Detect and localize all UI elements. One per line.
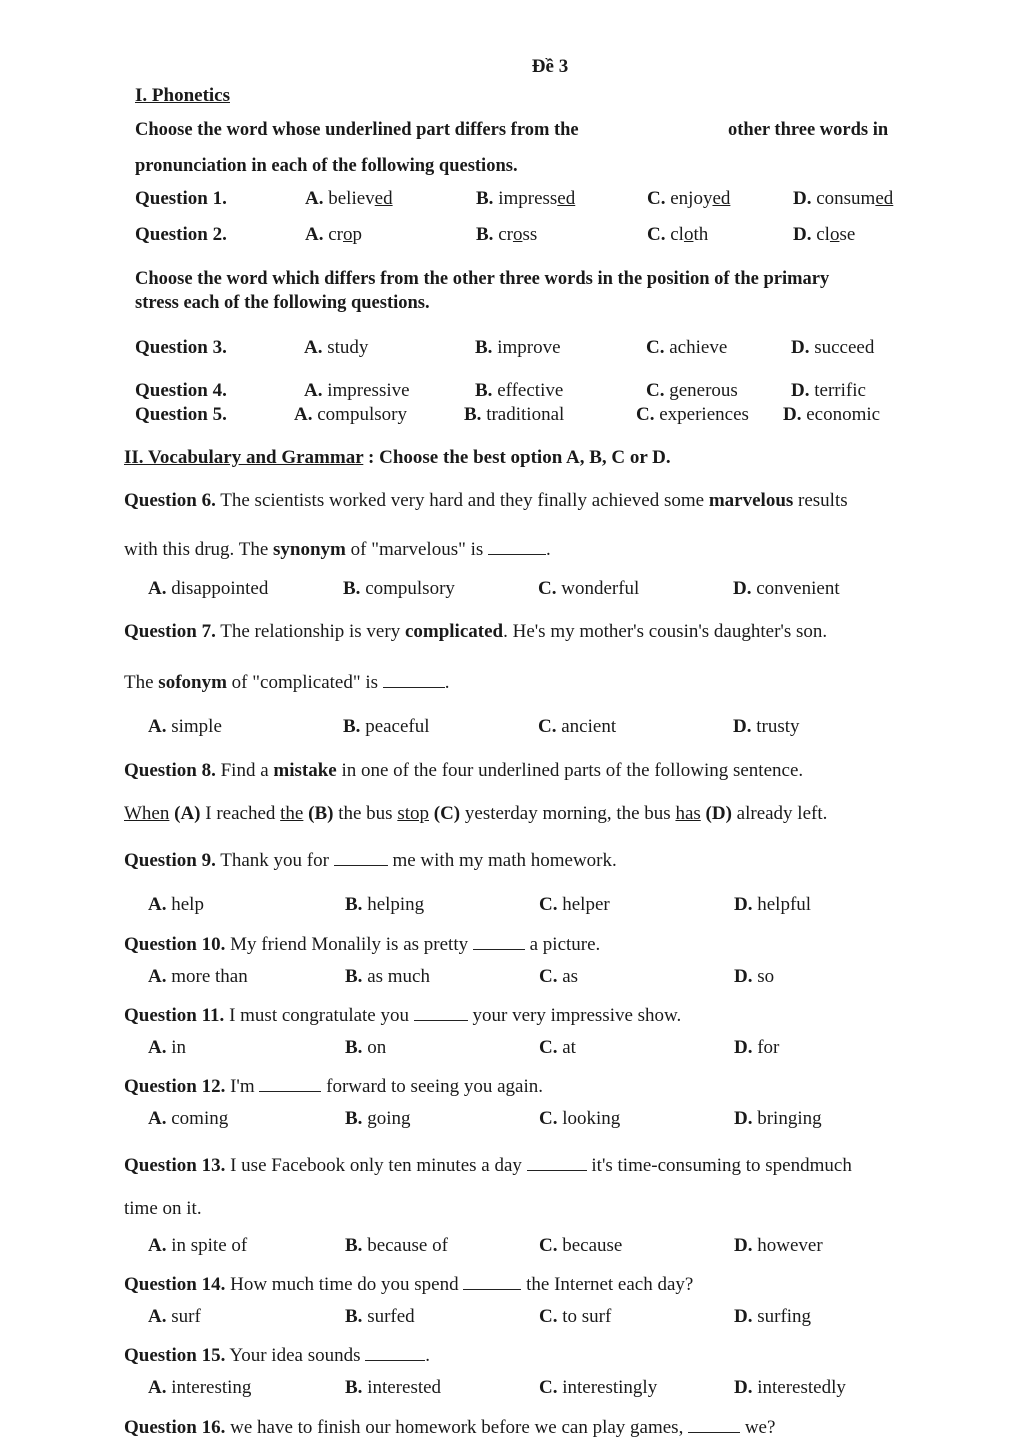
option-d: D. however xyxy=(734,1235,823,1256)
option-d: D. terrific xyxy=(791,380,866,401)
option-d: D. economic xyxy=(783,404,881,425)
option-a: A. compulsory xyxy=(294,404,407,425)
question-16: Question 16. we have to finish our homework before we can play games, we? xyxy=(124,1413,775,1439)
option-a: A. impressive xyxy=(304,380,410,401)
option-a: A. believed xyxy=(305,188,393,209)
option-a: A. crop xyxy=(305,224,362,245)
option-d: D. surfing xyxy=(734,1306,812,1327)
option-b: B. traditional xyxy=(464,404,565,425)
option-d: D. bringing xyxy=(734,1108,822,1129)
question-12: Question 12. I'm forward to seeing you again. xyxy=(124,1072,543,1098)
question-11: Question 11. I must congratulate you your very impressive show. xyxy=(124,1001,681,1027)
option-d: D. so xyxy=(734,966,775,987)
option-b: B. impressed xyxy=(476,188,576,209)
option-a: A. surf xyxy=(148,1306,201,1327)
option-c: C. looking xyxy=(539,1108,621,1129)
question-10: Question 10. My friend Monalily is as pretty a picture. xyxy=(124,930,600,956)
option-a: A. help xyxy=(148,894,204,915)
answer-blank[interactable] xyxy=(414,1001,468,1021)
question-8: Question 8. Find a mistake in one of the four underlined parts of the following sentence. xyxy=(124,760,804,781)
question-13-line2: time on it. xyxy=(124,1198,202,1219)
option-d: D. for xyxy=(734,1037,780,1058)
option-b: B. interested xyxy=(345,1377,442,1398)
phonetics-instruction: Choose the word whose underlined part differs from the xyxy=(135,120,579,140)
phonetics-instruction-line2: pronunciation in each of the following questions. xyxy=(135,156,518,176)
answer-blank[interactable] xyxy=(488,535,546,555)
stress-instruction-line2: stress each of the following questions. xyxy=(135,293,430,313)
option-a: A. simple xyxy=(148,716,222,737)
underlined-part: o xyxy=(343,224,353,245)
option-c: C. cloth xyxy=(647,224,709,245)
answer-blank[interactable] xyxy=(334,846,388,866)
underlined-part: ed xyxy=(374,188,393,209)
underlined-part: ed xyxy=(557,188,576,209)
question-label: Question 2. xyxy=(135,224,227,245)
underlined-part: o xyxy=(829,224,840,245)
question-label: Question 4. xyxy=(135,380,227,401)
option-c: C. experiences xyxy=(636,404,749,425)
question-6: Question 6. The scientists worked very hard and they finally achieved some marvelous results xyxy=(124,490,848,511)
question-label: Question 1. xyxy=(135,188,227,209)
option-d: D. helpful xyxy=(734,894,812,915)
option-a: A. interesting xyxy=(148,1377,252,1398)
phonetics-instruction-end: other three words in xyxy=(728,120,889,140)
option-b: B. cross xyxy=(476,224,538,245)
question-label: Question 3. xyxy=(135,337,227,358)
option-a: A. disappointed xyxy=(148,578,269,599)
option-c: C. ancient xyxy=(538,716,617,737)
option-b: B. peaceful xyxy=(343,716,430,737)
option-a: A. in xyxy=(148,1037,187,1058)
option-d: D. succeed xyxy=(791,337,875,358)
question-7: Question 7. The relationship is very complicated. He's my mother's cousin's daughter's son. xyxy=(124,621,828,642)
option-c: C. wonderful xyxy=(538,578,640,599)
stress-instruction: Choose the word which differs from the other three words in the position of the primary xyxy=(135,269,830,289)
answer-blank[interactable] xyxy=(473,930,525,950)
section-heading-vocab: II. Vocabulary and Grammar : Choose the best option A, B, C or D. xyxy=(124,447,671,468)
underlined-part: o xyxy=(683,224,694,245)
option-d: D. convenient xyxy=(733,578,840,599)
option-c: C. helper xyxy=(539,894,610,915)
answer-blank[interactable] xyxy=(527,1151,587,1171)
question-label: Question 5. xyxy=(135,404,227,425)
question-8-sentence: When (A) I reached the (B) the bus stop (C) yesterday morning, the bus has (D) already left. xyxy=(124,803,828,824)
question-13: Question 13. I use Facebook only ten minutes a day it's time-consuming to spendmuch xyxy=(124,1151,852,1177)
question-14: Question 14. How much time do you spend the Internet each day? xyxy=(124,1270,693,1296)
option-d: D. interestedly xyxy=(734,1377,846,1398)
option-b: B. because of xyxy=(345,1235,448,1256)
option-a: A. more than xyxy=(148,966,248,987)
option-a: A. in spite of xyxy=(148,1235,248,1256)
option-c: C. as xyxy=(539,966,579,987)
option-b: B. on xyxy=(345,1037,387,1058)
option-c: C. because xyxy=(539,1235,623,1256)
option-b: B. helping xyxy=(345,894,425,915)
option-a: A. study xyxy=(304,337,369,358)
question-15: Question 15. Your idea sounds . xyxy=(124,1341,430,1367)
option-b: B. compulsory xyxy=(343,578,455,599)
option-c: C. achieve xyxy=(646,337,728,358)
option-b: B. effective xyxy=(475,380,564,401)
option-a: A. coming xyxy=(148,1108,229,1129)
option-d: D. close xyxy=(793,224,856,245)
answer-blank[interactable] xyxy=(259,1072,321,1092)
section-heading-phonetics: I. Phonetics xyxy=(135,85,230,106)
question-9: Question 9. Thank you for me with my math homework. xyxy=(124,846,617,872)
option-c: C. to surf xyxy=(539,1306,612,1327)
option-b: B. improve xyxy=(475,337,561,358)
answer-blank[interactable] xyxy=(463,1270,521,1290)
option-d: D. consumed xyxy=(793,188,894,209)
question-6-line2: with this drug. The synonym of "marvelous" is . xyxy=(124,535,551,561)
answer-blank[interactable] xyxy=(688,1413,740,1433)
option-d: D. trusty xyxy=(733,716,800,737)
option-c: C. interestingly xyxy=(539,1377,658,1398)
underlined-part: o xyxy=(512,224,523,245)
option-b: B. as much xyxy=(345,966,430,987)
question-7-line2: The sofonym of "complicated" is . xyxy=(124,668,450,694)
option-c: C. enjoyed xyxy=(647,188,731,209)
option-c: C. at xyxy=(539,1037,576,1058)
option-b: B. surfed xyxy=(345,1306,415,1327)
option-b: B. going xyxy=(345,1108,411,1129)
answer-blank[interactable] xyxy=(383,668,445,688)
underlined-part: ed xyxy=(712,188,731,209)
underlined-part: ed xyxy=(875,188,894,209)
option-c: C. generous xyxy=(646,380,738,401)
answer-blank[interactable] xyxy=(365,1341,425,1361)
page-title: Đề 3 xyxy=(531,56,569,77)
